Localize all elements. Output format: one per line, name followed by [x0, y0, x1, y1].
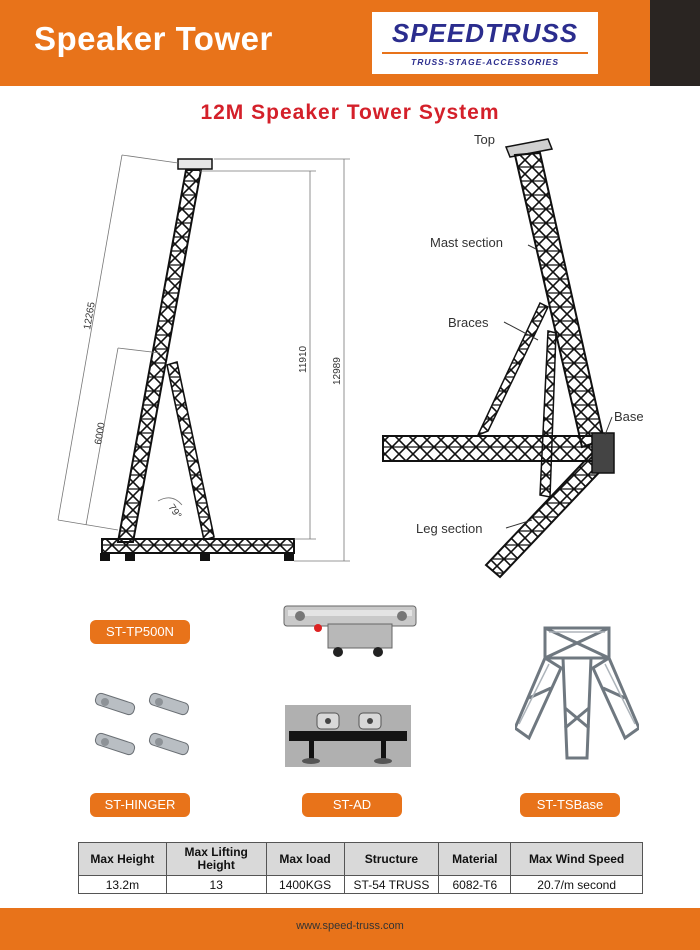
part-label-tp500n: ST-TP500N — [90, 620, 190, 644]
callout-mast-section: Mast section — [430, 235, 503, 250]
logo-wordmark: SPEEDTRUSS — [391, 18, 579, 48]
spec-header-max-height: Max Height — [79, 843, 167, 876]
tower-diagram — [0, 125, 700, 595]
callout-braces: Braces — [448, 315, 489, 330]
spec-header-row — [79, 843, 643, 876]
dim-label-lower-length: 6000 — [93, 421, 108, 446]
spec-cell-structure: ST-54 TRUSS — [344, 876, 439, 894]
header-bar — [0, 0, 700, 86]
mast-section — [515, 153, 604, 447]
header-dark-block — [650, 0, 700, 86]
logo-divider — [382, 52, 588, 54]
tower-diagram-svg — [0, 125, 700, 595]
spec-header-material: Material — [439, 843, 511, 876]
callout-leg-section: Leg section — [416, 521, 483, 536]
brand-logo — [372, 12, 598, 74]
spec-header-max-lifting-height: Max Lifting Height — [166, 843, 266, 876]
dim-label-overall-length: 12265 — [82, 301, 98, 331]
brace-section — [478, 303, 548, 435]
dim-label-total-height: 12989 — [332, 357, 343, 385]
footer-website-link[interactable]: www.speed-truss.com — [296, 920, 404, 932]
spec-header-max-wind-speed: Max Wind Speed — [511, 843, 643, 876]
ts-base-photo — [515, 618, 639, 770]
base-foot — [284, 553, 294, 561]
spec-cell-material: 6082-T6 — [439, 876, 511, 894]
part-label-hinger: ST-HINGER — [90, 793, 190, 817]
callout-base: Base — [614, 409, 644, 424]
dim-label-working-height: 11910 — [298, 345, 309, 373]
base-foot — [125, 553, 135, 561]
system-title: 12M Speaker Tower System — [200, 101, 500, 124]
spec-table — [78, 842, 643, 894]
table-row — [79, 876, 643, 894]
footer-bar — [0, 908, 700, 950]
dim-label-angle: 79° — [165, 502, 184, 522]
part-label-ad: ST-AD — [302, 793, 402, 817]
base-foot — [200, 553, 210, 561]
adapter-photo — [285, 705, 411, 767]
right-tower-drawing — [383, 132, 644, 577]
top-plate-photo — [278, 598, 421, 662]
leg-section-horizontal — [383, 436, 600, 461]
base-truss — [102, 539, 294, 553]
spec-cell-max-wind-speed: 20.7/m second — [511, 876, 643, 894]
base-foot — [100, 553, 110, 561]
brace-section — [540, 331, 556, 497]
spec-header-structure: Structure — [344, 843, 439, 876]
mast-truss — [118, 170, 201, 542]
top-plate — [178, 159, 212, 169]
hinger-photo — [93, 690, 203, 770]
spec-header-max-load: Max load — [266, 843, 344, 876]
callout-top: Top — [474, 132, 495, 147]
part-label-tsbase: ST-TSBase — [520, 793, 620, 817]
spec-cell-max-lifting-height: 13 — [166, 876, 266, 894]
spec-cell-max-height: 13.2m — [79, 876, 167, 894]
logo-tagline: TRUSS-STAGE-ACCESSORIES — [411, 57, 559, 67]
page-title: Speaker Tower — [34, 20, 273, 57]
left-tower-drawing — [58, 155, 350, 561]
base-block — [592, 433, 614, 473]
spec-cell-max-load: 1400KGS — [266, 876, 344, 894]
